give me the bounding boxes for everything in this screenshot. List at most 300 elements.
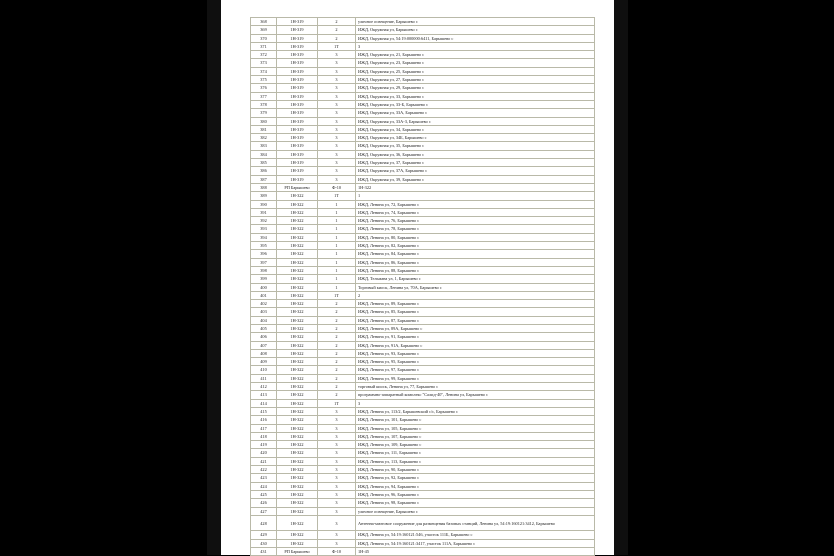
line-code: 1Н-322 bbox=[277, 266, 318, 274]
row-number: 369 bbox=[251, 26, 277, 34]
consumer-description: 1Н-322 bbox=[356, 183, 595, 191]
consumer-description: ИЖД, Ленина ул, 113, Барышево с bbox=[356, 457, 595, 465]
line-code: 1Н-322 bbox=[277, 250, 318, 258]
line-code: 1Н-322 bbox=[277, 283, 318, 291]
feeder-code: 3 bbox=[318, 175, 356, 183]
table-row bbox=[251, 391, 595, 399]
row-number: 377 bbox=[251, 92, 277, 100]
table-row bbox=[251, 67, 595, 75]
feeder-code: 2 bbox=[318, 324, 356, 332]
consumer-description: ИЖД, Ленина ул, 78, Барышево с bbox=[356, 225, 595, 233]
consumer-description: ИЖД, Ленина ул, 94, Барышево с bbox=[356, 482, 595, 490]
feeder-code: 3 bbox=[318, 482, 356, 490]
feeder-code: 3 bbox=[318, 407, 356, 415]
consumer-description: ИЖД, Ленина ул, 82, Барышево с bbox=[356, 242, 595, 250]
consumer-description: ИЖД, Тельмана ул, 1, Барышево с bbox=[356, 275, 595, 283]
consumer-description: ИЖД, Окружная ул, 34, Барышево с bbox=[356, 125, 595, 133]
feeder-code: 2 bbox=[318, 34, 356, 42]
row-number: 409 bbox=[251, 358, 277, 366]
line-code: 1Н-322 bbox=[277, 499, 318, 507]
table-row bbox=[251, 125, 595, 133]
table-row bbox=[251, 507, 595, 515]
row-number: 401 bbox=[251, 291, 277, 299]
feeder-code: 2 bbox=[318, 333, 356, 341]
line-code: 1Н-322 bbox=[277, 474, 318, 482]
consumer-description: ИЖД, Ленина ул, 89А, Барышево с bbox=[356, 324, 595, 332]
line-code: 1Н-322 bbox=[277, 341, 318, 349]
feeder-code: 3 bbox=[318, 92, 356, 100]
consumer-description: программно-аппаратный комплекс "Салид-40", Ленина ул, Барышево с bbox=[356, 391, 595, 399]
consumer-description: ИЖД, Окружная ул, 36, Барышево с bbox=[356, 150, 595, 158]
table-row bbox=[251, 217, 595, 225]
table-row bbox=[251, 100, 595, 108]
table-row bbox=[251, 142, 595, 150]
consumer-description: ИЖД, Окружная ул, 33, Барышево с bbox=[356, 92, 595, 100]
consumer-description: ИЖД, Ленина ул, 54:19:160121:546, участок 111Б, Барышево с bbox=[356, 531, 595, 539]
line-code: 1Н-319 bbox=[277, 142, 318, 150]
table-row bbox=[251, 432, 595, 440]
line-code: 1Н-322 bbox=[277, 391, 318, 399]
consumer-description: ИЖД, Окружная ул, 21, Барышево с bbox=[356, 51, 595, 59]
feeder-code: 3 bbox=[318, 416, 356, 424]
row-number: 414 bbox=[251, 399, 277, 407]
table-row bbox=[251, 76, 595, 84]
consumer-description: ИЖД, Ленина ул, 95, Барышево с bbox=[356, 358, 595, 366]
feeder-code: 3 bbox=[318, 134, 356, 142]
row-number: 372 bbox=[251, 51, 277, 59]
line-code: 1Н-322 bbox=[277, 333, 318, 341]
consumer-description: ИЖД, Ленина ул, 89, Барышево с bbox=[356, 300, 595, 308]
feeder-code: 2 bbox=[318, 316, 356, 324]
consumer-description: ИЖД, Окружная ул, 25, Барышево с bbox=[356, 67, 595, 75]
feeder-code: 3 bbox=[318, 449, 356, 457]
feeder-code: 3 bbox=[318, 424, 356, 432]
row-number: 389 bbox=[251, 192, 277, 200]
table-row bbox=[251, 208, 595, 216]
feeder-code: 2 bbox=[318, 358, 356, 366]
row-number: 399 bbox=[251, 275, 277, 283]
consumer-description: ИЖД, Окружная ул, 34Б, Барышево с bbox=[356, 134, 595, 142]
feeder-code: 3 bbox=[318, 490, 356, 498]
line-code: 1Н-322 bbox=[277, 242, 318, 250]
row-number: 406 bbox=[251, 333, 277, 341]
table-row bbox=[251, 242, 595, 250]
row-number: 413 bbox=[251, 391, 277, 399]
feeder-code: 3 bbox=[318, 51, 356, 59]
table-row bbox=[251, 374, 595, 382]
table-row bbox=[251, 109, 595, 117]
table-row bbox=[251, 192, 595, 200]
feeder-code: 3 bbox=[318, 466, 356, 474]
consumer-description: 3 bbox=[356, 399, 595, 407]
consumer-description: ИЖД, Ленина ул, 97, Барышево с bbox=[356, 366, 595, 374]
feeder-code: 2 bbox=[318, 18, 356, 26]
viewer-gutter-right bbox=[614, 0, 628, 555]
consumer-description: ИЖД, Окружная ул, 27, Барышево с bbox=[356, 76, 595, 84]
row-number: 420 bbox=[251, 449, 277, 457]
line-code: 1Н-319 bbox=[277, 42, 318, 50]
feeder-code: 3 bbox=[318, 125, 356, 133]
feeder-code: 3 bbox=[318, 67, 356, 75]
line-code: 1Н-322 bbox=[277, 233, 318, 241]
feeder-code: 3 bbox=[318, 441, 356, 449]
table-row bbox=[251, 42, 595, 50]
row-number: 419 bbox=[251, 441, 277, 449]
row-number: 387 bbox=[251, 175, 277, 183]
row-number: 391 bbox=[251, 208, 277, 216]
feeder-code: 2 bbox=[318, 308, 356, 316]
table-row bbox=[251, 167, 595, 175]
table-row bbox=[251, 349, 595, 357]
line-code: 1Н-319 bbox=[277, 109, 318, 117]
table-row bbox=[251, 424, 595, 432]
row-number: 382 bbox=[251, 134, 277, 142]
row-number: 404 bbox=[251, 316, 277, 324]
line-code: 1Н-322 bbox=[277, 217, 318, 225]
consumer-description: ИЖД, Ленина ул, 54:19:160121:3417, участок 111А, Барышево с bbox=[356, 539, 595, 547]
table-row bbox=[251, 150, 595, 158]
line-code: 1Н-322 bbox=[277, 374, 318, 382]
row-number: 397 bbox=[251, 258, 277, 266]
feeder-code: 1 bbox=[318, 258, 356, 266]
row-number: 398 bbox=[251, 266, 277, 274]
consumer-description: ИЖД, Окружная ул, 23, Барышево с bbox=[356, 59, 595, 67]
row-number: 381 bbox=[251, 125, 277, 133]
row-number: 383 bbox=[251, 142, 277, 150]
table-row bbox=[251, 366, 595, 374]
row-number: 394 bbox=[251, 233, 277, 241]
row-number: 425 bbox=[251, 490, 277, 498]
line-code: 1Н-322 bbox=[277, 482, 318, 490]
line-code: 1Н-322 bbox=[277, 225, 318, 233]
consumer-description: ИЖД, Окружная ул, 33А, Барышево с bbox=[356, 109, 595, 117]
consumer-description: ИЖД, Ленина ул, 98, Барышево с bbox=[356, 499, 595, 507]
line-code: РП Барышево bbox=[277, 183, 318, 191]
row-number: 407 bbox=[251, 341, 277, 349]
feeder-code: 2 bbox=[318, 383, 356, 391]
consumer-description: ИЖД, Окружная ул, 54:19:000000:6411, Барышево с bbox=[356, 34, 595, 42]
feeder-code: 3 bbox=[318, 159, 356, 167]
consumer-description: ИЖД, Ленина ул, 111, Барышево с bbox=[356, 449, 595, 457]
feeder-code: 1 bbox=[318, 250, 356, 258]
row-number: 392 bbox=[251, 217, 277, 225]
feeder-code: 3 bbox=[318, 117, 356, 125]
row-number: 379 bbox=[251, 109, 277, 117]
table-row bbox=[251, 308, 595, 316]
table-row bbox=[251, 515, 595, 531]
table-row bbox=[251, 283, 595, 291]
feeder-code: 1 bbox=[318, 283, 356, 291]
row-number: 403 bbox=[251, 308, 277, 316]
line-code: 1Н-319 bbox=[277, 26, 318, 34]
table-row bbox=[251, 291, 595, 299]
consumer-description: ИЖД, Ленина ул, 113/2, Барышевский с/с, Барышево с bbox=[356, 407, 595, 415]
row-number: 374 bbox=[251, 67, 277, 75]
feeder-code: 2 bbox=[318, 391, 356, 399]
feeder-code: 2 bbox=[318, 341, 356, 349]
consumer-description: ИЖД, Ленина ул, 88, Барышево с bbox=[356, 266, 595, 274]
table-row bbox=[251, 34, 595, 42]
row-number: 376 bbox=[251, 84, 277, 92]
row-number: 422 bbox=[251, 466, 277, 474]
feeder-code: 3 bbox=[318, 142, 356, 150]
table-row bbox=[251, 466, 595, 474]
table-row bbox=[251, 490, 595, 498]
row-number: 424 bbox=[251, 482, 277, 490]
table-row bbox=[251, 300, 595, 308]
line-code: 1Н-322 bbox=[277, 507, 318, 515]
row-number: 427 bbox=[251, 507, 277, 515]
line-code: 1Н-322 bbox=[277, 515, 318, 531]
table-row bbox=[251, 117, 595, 125]
row-number: 423 bbox=[251, 474, 277, 482]
table-row bbox=[251, 441, 595, 449]
line-code: 1Н-322 bbox=[277, 441, 318, 449]
line-code: 1Н-322 bbox=[277, 349, 318, 357]
table-row bbox=[251, 250, 595, 258]
feeder-code: 1 bbox=[318, 200, 356, 208]
row-number: 417 bbox=[251, 424, 277, 432]
line-code: 1Н-319 bbox=[277, 67, 318, 75]
table-body bbox=[251, 18, 595, 556]
consumer-description: ИЖД, Окружная ул, 37А, Барышево с bbox=[356, 167, 595, 175]
consumer-description: ИЖД, Ленина ул, 99, Барышево с bbox=[356, 374, 595, 382]
consumer-description: ИЖД, Ленина ул, 86, Барышево с bbox=[356, 258, 595, 266]
row-number: 400 bbox=[251, 283, 277, 291]
table-row bbox=[251, 159, 595, 167]
consumer-table bbox=[250, 17, 595, 556]
row-number: 380 bbox=[251, 117, 277, 125]
consumer-description: ИЖД, Ленина ул, 105, Барышево с bbox=[356, 424, 595, 432]
line-code: 1Н-322 bbox=[277, 258, 318, 266]
feeder-code: 2 bbox=[318, 374, 356, 382]
consumer-description: ИЖД, Окружная ул, 33-Б, Барышево с bbox=[356, 100, 595, 108]
feeder-code: 3 bbox=[318, 474, 356, 482]
row-number: 370 bbox=[251, 34, 277, 42]
consumer-description: ИЖД, Ленина ул, 107, Барышево с bbox=[356, 432, 595, 440]
feeder-code: 1Т bbox=[318, 42, 356, 50]
table-row bbox=[251, 266, 595, 274]
line-code: 1Н-319 bbox=[277, 92, 318, 100]
table-row bbox=[251, 482, 595, 490]
feeder-code: 3 bbox=[318, 59, 356, 67]
row-number: 430 bbox=[251, 539, 277, 547]
feeder-code: 1 bbox=[318, 266, 356, 274]
feeder-code: 3 bbox=[318, 539, 356, 547]
row-number: 408 bbox=[251, 349, 277, 357]
consumer-description: ИЖД, Окружная ул, 37, Барышево с bbox=[356, 159, 595, 167]
line-code: 1Н-319 bbox=[277, 134, 318, 142]
table-row bbox=[251, 134, 595, 142]
line-code: 1Н-322 bbox=[277, 200, 318, 208]
row-number: 378 bbox=[251, 100, 277, 108]
table-row bbox=[251, 183, 595, 191]
table-row bbox=[251, 316, 595, 324]
row-number: 402 bbox=[251, 300, 277, 308]
table-row bbox=[251, 59, 595, 67]
consumer-description: 1Н-45 bbox=[356, 548, 595, 556]
row-number: 390 bbox=[251, 200, 277, 208]
row-number: 431 bbox=[251, 548, 277, 556]
consumer-description: ИЖД, Окружная ул, Барышево с bbox=[356, 26, 595, 34]
table-row bbox=[251, 499, 595, 507]
line-code: 1Н-322 bbox=[277, 449, 318, 457]
line-code: 1Н-319 bbox=[277, 51, 318, 59]
consumer-description: ИЖД, Ленина ул, 101, Барышево с bbox=[356, 416, 595, 424]
feeder-code: 1 bbox=[318, 208, 356, 216]
consumer-description: Антенна-мачтовое сооружение для размещения базовых станций, Ленина ул, 54:19:160121:3412, Барышево bbox=[356, 515, 595, 531]
row-number: 395 bbox=[251, 242, 277, 250]
consumer-description: ИЖД, Ленина ул, 109, Барышево с bbox=[356, 441, 595, 449]
table-row bbox=[251, 457, 595, 465]
table-row bbox=[251, 341, 595, 349]
table-row bbox=[251, 383, 595, 391]
feeder-code: 3 bbox=[318, 150, 356, 158]
consumer-description: 1 bbox=[356, 192, 595, 200]
feeder-code: 1 bbox=[318, 225, 356, 233]
table-row bbox=[251, 225, 595, 233]
table-row bbox=[251, 333, 595, 341]
row-number: 415 bbox=[251, 407, 277, 415]
feeder-code: 1 bbox=[318, 217, 356, 225]
table-row bbox=[251, 51, 595, 59]
consumer-description: ИЖД, Ленина ул, 84, Барышево с bbox=[356, 250, 595, 258]
row-number: 411 bbox=[251, 374, 277, 382]
consumer-description: ИЖД, Ленина ул, 90, Барышево с bbox=[356, 466, 595, 474]
table-row bbox=[251, 200, 595, 208]
row-number: 416 bbox=[251, 416, 277, 424]
table-row bbox=[251, 275, 595, 283]
feeder-code: 1Т bbox=[318, 291, 356, 299]
table-row bbox=[251, 531, 595, 539]
feeder-code: 3 bbox=[318, 109, 356, 117]
line-code: 1Н-322 bbox=[277, 416, 318, 424]
consumer-description: ИЖД, Ленина ул, 80, Барышево с bbox=[356, 233, 595, 241]
table-row bbox=[251, 26, 595, 34]
consumer-description: ИЖД, Ленина ул, 91, Барышево с bbox=[356, 333, 595, 341]
line-code: 1Н-319 bbox=[277, 167, 318, 175]
consumer-description: ИЖД, Ленина ул, 74, Барышево с bbox=[356, 208, 595, 216]
feeder-code: 2 bbox=[318, 26, 356, 34]
row-number: 384 bbox=[251, 150, 277, 158]
feeder-code: 3 bbox=[318, 507, 356, 515]
consumer-description: ИЖД, Ленина ул, 85, Барышево с bbox=[356, 308, 595, 316]
consumer-description: ИЖД, Ленина ул, 87, Барышево с bbox=[356, 316, 595, 324]
line-code: 1Н-322 bbox=[277, 432, 318, 440]
table-row bbox=[251, 399, 595, 407]
line-code: 1Н-319 bbox=[277, 34, 318, 42]
line-code: 1Н-322 bbox=[277, 466, 318, 474]
line-code: 1Н-319 bbox=[277, 150, 318, 158]
line-code: 1Н-322 bbox=[277, 324, 318, 332]
line-code: 1Н-322 bbox=[277, 208, 318, 216]
row-number: 412 bbox=[251, 383, 277, 391]
consumer-description: уличное освещение, Барышево с bbox=[356, 18, 595, 26]
row-number: 386 bbox=[251, 167, 277, 175]
consumer-description: ИЖД, Окружная ул, 39, Барышево с bbox=[356, 175, 595, 183]
table-row bbox=[251, 258, 595, 266]
document-page bbox=[221, 0, 614, 555]
consumer-description: ИЖД, Окружная ул, 35, Барышево с bbox=[356, 142, 595, 150]
line-code: 1Н-322 bbox=[277, 275, 318, 283]
feeder-code: 1Т bbox=[318, 399, 356, 407]
feeder-code: 1 bbox=[318, 233, 356, 241]
line-code: 1Н-322 bbox=[277, 291, 318, 299]
viewer-gutter-left bbox=[207, 0, 221, 555]
consumer-description: ИЖД, Окружная ул, 33А-3, Барышево с bbox=[356, 117, 595, 125]
line-code: 1Н-319 bbox=[277, 125, 318, 133]
consumer-description: ИЖД, Ленина ул, 96, Барышево с bbox=[356, 490, 595, 498]
feeder-code: 1Т bbox=[318, 192, 356, 200]
consumer-description: Торговый киоск, Ленина ул, 70А, Барышево с bbox=[356, 283, 595, 291]
line-code: 1Н-319 bbox=[277, 159, 318, 167]
consumer-description: ИЖД, Ленина ул, 72, Барышево с bbox=[356, 200, 595, 208]
feeder-code: 2 bbox=[318, 366, 356, 374]
row-number: 371 bbox=[251, 42, 277, 50]
table-row bbox=[251, 18, 595, 26]
row-number: 373 bbox=[251, 59, 277, 67]
consumer-description: ИЖД, Ленина ул, 92, Барышево с bbox=[356, 474, 595, 482]
consumer-description: ИЖД, Ленина ул, 91А, Барышево с bbox=[356, 341, 595, 349]
table-row bbox=[251, 449, 595, 457]
feeder-code: 3 bbox=[318, 457, 356, 465]
table-row bbox=[251, 358, 595, 366]
row-number: 388 bbox=[251, 183, 277, 191]
line-code: 1Н-319 bbox=[277, 84, 318, 92]
feeder-code: 3 bbox=[318, 76, 356, 84]
feeder-code: 3 bbox=[318, 167, 356, 175]
feeder-code: 2 bbox=[318, 300, 356, 308]
feeder-code: 3 bbox=[318, 515, 356, 531]
row-number: 375 bbox=[251, 76, 277, 84]
table-row bbox=[251, 416, 595, 424]
line-code: 1Н-319 bbox=[277, 175, 318, 183]
consumer-description: 3 bbox=[356, 42, 595, 50]
feeder-code: Ф-10 bbox=[318, 548, 356, 556]
line-code: 1Н-322 bbox=[277, 300, 318, 308]
feeder-code: 2 bbox=[318, 349, 356, 357]
row-number: 428 bbox=[251, 515, 277, 531]
line-code: 1Н-322 bbox=[277, 383, 318, 391]
feeder-code: 3 bbox=[318, 432, 356, 440]
line-code: 1Н-322 bbox=[277, 407, 318, 415]
table-row bbox=[251, 324, 595, 332]
line-code: 1Н-322 bbox=[277, 457, 318, 465]
line-code: 1Н-319 bbox=[277, 117, 318, 125]
consumer-description: 2 bbox=[356, 291, 595, 299]
consumer-description: ИЖД, Окружная ул, 29, Барышево с bbox=[356, 84, 595, 92]
line-code: 1Н-319 bbox=[277, 76, 318, 84]
feeder-code: 1 bbox=[318, 275, 356, 283]
line-code: РП Барышево bbox=[277, 548, 318, 556]
line-code: 1Н-322 bbox=[277, 539, 318, 547]
consumer-description: торговый киоск, Ленина ул, 77, Барышево с bbox=[356, 383, 595, 391]
line-code: 1Н-322 bbox=[277, 399, 318, 407]
line-code: 1Н-322 bbox=[277, 424, 318, 432]
line-code: 1Н-322 bbox=[277, 490, 318, 498]
line-code: 1Н-322 bbox=[277, 316, 318, 324]
row-number: 421 bbox=[251, 457, 277, 465]
row-number: 426 bbox=[251, 499, 277, 507]
feeder-code: Ф-10 bbox=[318, 183, 356, 191]
table-row bbox=[251, 474, 595, 482]
table-row bbox=[251, 539, 595, 547]
line-code: 1Н-319 bbox=[277, 100, 318, 108]
table-row bbox=[251, 175, 595, 183]
row-number: 396 bbox=[251, 250, 277, 258]
feeder-code: 3 bbox=[318, 499, 356, 507]
feeder-code: 1 bbox=[318, 242, 356, 250]
